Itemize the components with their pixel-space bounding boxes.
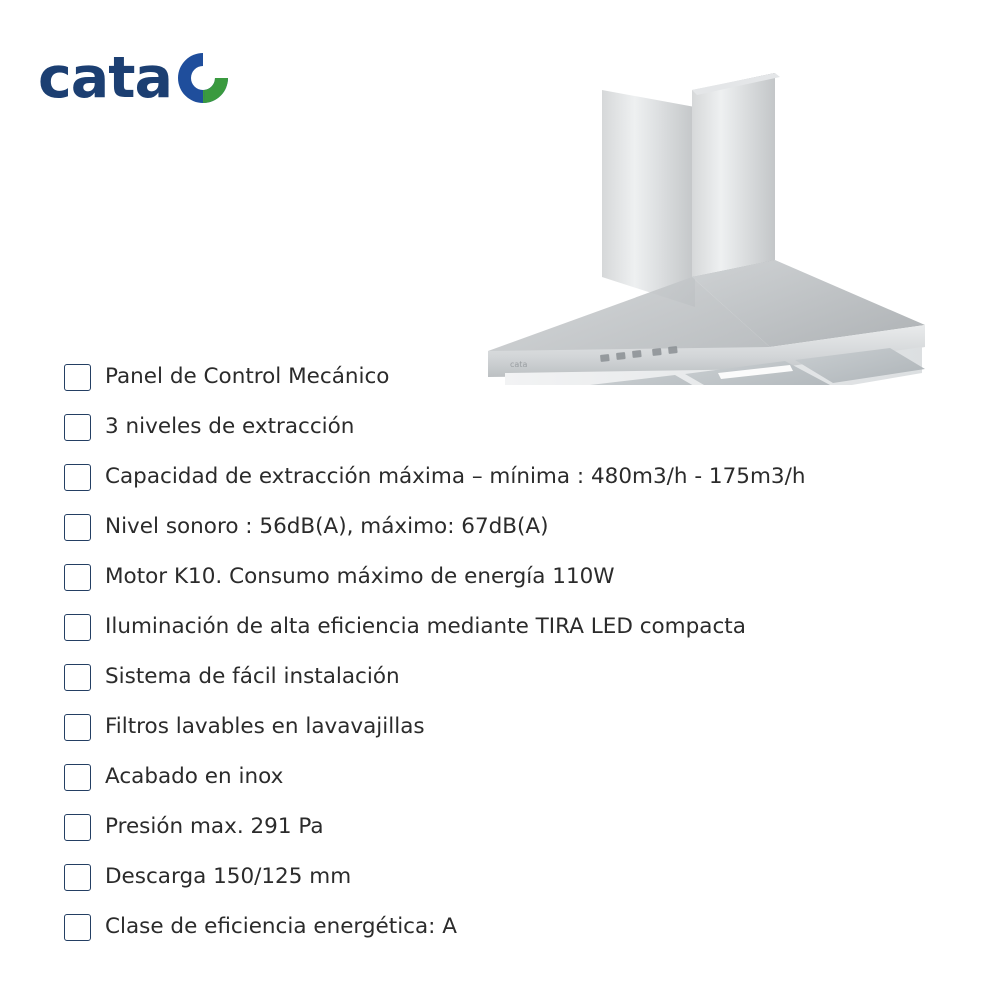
brand-name: cata	[38, 44, 172, 111]
feature-item[interactable]	[64, 452, 944, 502]
feature-label: Acabado en inox	[105, 764, 284, 790]
product-image	[470, 55, 940, 385]
feature-label: Iluminación de alta eficiencia mediante TIRA LED compacta	[105, 614, 746, 640]
feature-item[interactable]	[64, 602, 944, 652]
feature-item[interactable]	[64, 552, 944, 602]
feature-label: Motor K10. Consumo máximo de energía 110W	[105, 564, 615, 590]
checkbox-icon[interactable]	[64, 764, 91, 791]
feature-label: Descarga 150/125 mm	[105, 864, 352, 890]
checkbox-icon[interactable]	[64, 714, 91, 741]
feature-list	[64, 352, 944, 952]
feature-label: Sistema de fácil instalación	[105, 664, 400, 690]
feature-item[interactable]	[64, 702, 944, 752]
cata-circle-logo-icon	[174, 49, 232, 107]
checkbox-icon[interactable]	[64, 814, 91, 841]
feature-item[interactable]	[64, 652, 944, 702]
svg-text:cata: cata	[510, 360, 528, 369]
checkbox-icon[interactable]	[64, 414, 91, 441]
brand-logo	[38, 46, 232, 110]
feature-label: Presión max. 291 Pa	[105, 814, 324, 840]
checkbox-icon[interactable]	[64, 514, 91, 541]
feature-item[interactable]	[64, 852, 944, 902]
feature-label: 3 niveles de extracción	[105, 414, 355, 440]
feature-label: Nivel sonoro : 56dB(A), máximo: 67dB(A)	[105, 514, 549, 540]
feature-label: Clase de eficiencia energética: A	[105, 914, 457, 940]
feature-item[interactable]	[64, 402, 944, 452]
checkbox-icon[interactable]	[64, 664, 91, 691]
feature-item[interactable]	[64, 352, 944, 402]
checkbox-icon[interactable]	[64, 464, 91, 491]
checkbox-icon[interactable]	[64, 564, 91, 591]
checkbox-icon[interactable]	[64, 614, 91, 641]
checkbox-icon[interactable]	[64, 364, 91, 391]
feature-item[interactable]	[64, 502, 944, 552]
feature-label: Filtros lavables en lavavajillas	[105, 714, 425, 740]
checkbox-icon[interactable]	[64, 864, 91, 891]
feature-item[interactable]	[64, 752, 944, 802]
feature-item[interactable]	[64, 802, 944, 852]
feature-label: Capacidad de extracción máxima – mínima : 480m3/h - 175m3/h	[105, 464, 806, 490]
checkbox-icon[interactable]	[64, 914, 91, 941]
feature-label: Panel de Control Mecánico	[105, 364, 390, 390]
feature-item[interactable]	[64, 902, 944, 952]
